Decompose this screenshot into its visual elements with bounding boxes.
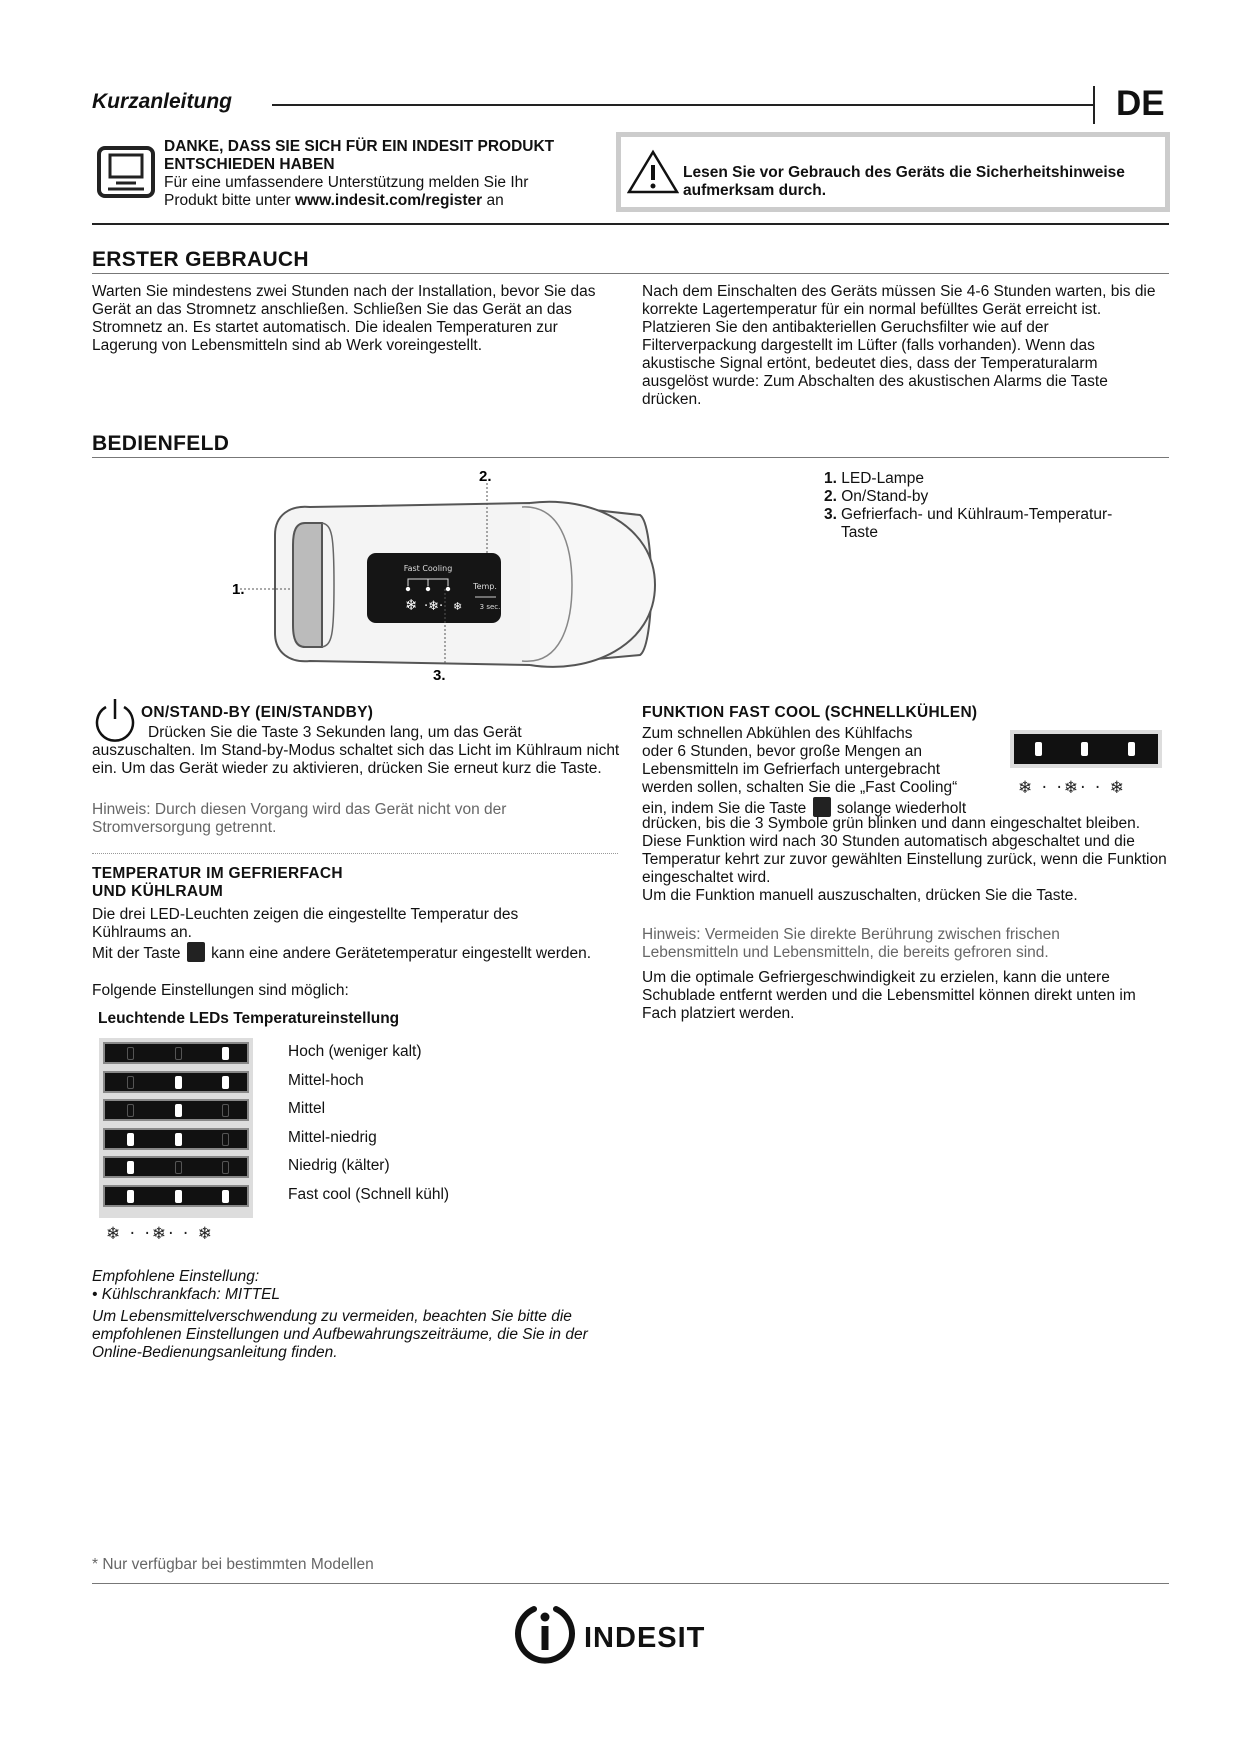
led-on (175, 1190, 182, 1203)
indesit-logo-icon (512, 1600, 578, 1666)
led-on (222, 1190, 229, 1203)
standby-separator (92, 853, 618, 854)
temp-button-icon (187, 942, 205, 962)
header-rule (272, 104, 1094, 106)
led-table-header: Leuchtende LEDs Temperatureinstellung (98, 1010, 400, 1027)
registration-headline: DANKE, DASS SIE SICH FÜR EIN INDESIT PRODUKT ENTSCHIEDEN HABEN (164, 138, 555, 173)
temp-button-icon (813, 797, 831, 817)
panel-sec-label: 3 sec. (479, 603, 501, 611)
fast-cool-led-panel (1010, 730, 1162, 768)
fast-cool-hint: Hinweis: Vermeiden Sie direkte Berührung zwischen frischen Lebensmitteln und Lebensmitteln, die bereits gefroren sind. (642, 926, 1060, 961)
fast-cool-lines: Zum schnellen Abkühlen des Kühlfachs oder 6 Stunden, bevor große Mengen an Lebensmitteln im Gefrierfach untergebracht werden sollen, schalten Sie die „Fast Cooling“ ein, indem Sie die Taste solange wiederholt (642, 725, 967, 817)
top-divider (92, 223, 1169, 225)
control-panel-rule (92, 457, 1169, 458)
led-row (103, 1185, 249, 1207)
language-badge: DE (1116, 84, 1165, 123)
svg-text:·❄·: ·❄· (424, 599, 444, 614)
led-on (127, 1161, 134, 1174)
warning-text: Lesen Sie vor Gebrauch des Geräts die Sicherheitshinweise aufmerksam durch. (683, 164, 1125, 199)
callout-3: 3. (433, 667, 446, 684)
registration-link[interactable]: www.indesit.com/register (294, 192, 483, 209)
first-use-col1: Warten Sie mindestens zwei Stunden nach der Installation, bevor Sie das Gerät an das Stromnetz anschließen. Schließen Sie das Gerät an das Stromnetz an. Es startet automatisch. Die idealen Temperaturen zur Lagerung von Lebensmitteln sind ab Werk voreingestellt. (92, 283, 596, 354)
temperature-text2: Mit der Taste kann eine andere Gerätetemperatur eingestellt werden. (92, 942, 592, 963)
led-on (127, 1133, 134, 1146)
led-row (103, 1042, 249, 1064)
first-use-col2: Nach dem Einschalten des Geräts müssen Sie 4-6 Stunden warten, bis die korrekte Lagertemperatur für ein normal befülltes Gerät erreicht ist. Platzieren Sie den antibakteriellen Geruchsfilter wie auf der Filterverpackung dargestellt im Lüfter (falls vorhanden). Wenn das akustische Signal ertönt, bedeutet dies, dass der Temperaturalarm ausgelöst wurde: Zum Abschalten des akustischen Alarms die Taste drücken. (642, 283, 1156, 408)
brand-wordmark: indesit (584, 1609, 706, 1656)
registration-text (164, 174, 574, 210)
registration-block (164, 138, 594, 210)
led-off (222, 1133, 229, 1146)
snowflake-icons: ❄ · ·❄· · ❄ (106, 1224, 214, 1244)
control-panel-legend (824, 470, 1164, 542)
fast-cool-snowflake-icons: ❄ · ·❄· · ❄ (1018, 778, 1126, 798)
temperature-title: TEMPERATUR IM GEFRIERFACH UND KÜHLRAUM (92, 865, 343, 900)
footer-rule (92, 1583, 1169, 1584)
led-row (103, 1099, 249, 1121)
svg-text:❄: ❄ (453, 600, 463, 613)
led-setting-label: Fast cool (Schnell kühl) (288, 1186, 450, 1203)
led-off (222, 1161, 229, 1174)
temperature-text1-line1: Die drei LED-Leuchten zeigen die eingestellte Temperatur des (92, 906, 519, 923)
footnote: * Nur verfügbar bei bestimmten Modellen (92, 1556, 374, 1573)
standby-text: Drücken Sie die Taste 3 Sekunden lang, um das Gerät auszuschalten. Im Stand-by-Modus schaltet sich das Licht im Kühlraum nicht ein. Um das Gerät wieder zu aktivieren, drücken Sie erneut kurz die Taste. (92, 724, 620, 777)
control-panel-title: BEDIENFELD (92, 432, 230, 455)
led-off (127, 1047, 134, 1060)
led-on (175, 1076, 182, 1089)
legend-item: 2. On/Stand-by (824, 488, 929, 505)
led-setting-label: Mittel (288, 1100, 326, 1117)
temperature-text1-line2: Kühlraums an. (92, 924, 192, 941)
registration-text-prefix: Für eine umfassendere Unterstützung melden Sie Ihr Produkt bitte unter (164, 174, 529, 209)
led-on (175, 1133, 182, 1146)
led-off (127, 1076, 134, 1089)
led-on (127, 1190, 134, 1203)
led-on (175, 1104, 182, 1117)
led-off (127, 1104, 134, 1117)
panel-temp-label: Temp. (473, 582, 497, 591)
led-on (222, 1076, 229, 1089)
led-on (222, 1047, 229, 1060)
led-setting-label: Mittel-niedrig (288, 1129, 377, 1146)
warning-triangle-icon (627, 149, 679, 200)
led-row (103, 1128, 249, 1150)
legend-item: 1. LED-Lampe (824, 470, 924, 487)
recommended-note: Um Lebensmittelverschwendung zu vermeiden, beachten Sie bitte die empfohlenen Einstellungen und Aufbewahrungszeiträume, die Sie in der Online-Bedienungsanleitung finden. (92, 1308, 588, 1361)
temperature-text3: Folgende Einstellungen sind möglich: (92, 982, 349, 999)
led-row (103, 1156, 249, 1178)
standby-hint: Hinweis: Durch diesen Vorgang wird das Gerät nicht von der Stromversorgung getrennt. (92, 801, 507, 836)
fast-cool-text: drücken, bis die 3 Symbole grün blinken und dann eingeschaltet bleiben. Diese Funktion wird nach 30 Stunden automatisch abgeschaltet und die Temperatur kehrt zur zuvor gewählten Einstellung zurück, wenn die Funktion eingeschaltet wird. Um die Funktion manuell auszuschalten, drücken Sie die Taste. (642, 815, 1167, 904)
control-panel-diagram (200, 465, 660, 700)
led-setting-label: Niedrig (kälter) (288, 1157, 390, 1174)
standby-title: ON/STAND-BY (EIN/STANDBY) (141, 704, 374, 721)
indesit-logo (512, 1600, 705, 1666)
svg-text:❄: ❄ (405, 596, 418, 614)
recommended-block (92, 1268, 632, 1362)
first-use-title: ERSTER GEBRAUCH (92, 248, 309, 271)
led-off (222, 1104, 229, 1117)
recommended-label: Empfohlene Einstellung: (92, 1268, 260, 1285)
fast-cool-title: FUNKTION FAST COOL (SCHNELLKÜHLEN) (642, 704, 978, 721)
callout-2: 2. (479, 468, 492, 485)
computer-monitor-icon (96, 145, 156, 201)
warning-box (616, 132, 1170, 212)
callout-1: 1. (232, 581, 245, 598)
led-setting-label: Mittel-hoch (288, 1072, 364, 1089)
first-use-rule (92, 273, 1169, 274)
led-off (175, 1161, 182, 1174)
led-setting-label: Hoch (weniger kalt) (288, 1043, 422, 1060)
doc-title: Kurzanleitung (92, 90, 232, 113)
temperature-text-block (92, 906, 632, 963)
led-row (103, 1071, 249, 1093)
registration-text-suffix: an (486, 192, 504, 209)
panel-fast-cooling-label: Fast Cooling (403, 564, 453, 573)
fast-cool-final: Um die optimale Gefriergeschwindigkeit zu erzielen, kann die untere Schublade entfernt werden und die Lebensmittel können direkt unten im Fach platziert werden. (642, 969, 1136, 1022)
led-off (175, 1047, 182, 1060)
recommended-value: • Kühlschrankfach: MITTEL (92, 1286, 281, 1303)
legend-item: 3. Gefrierfach- und Kühlraum-Temperatur-Taste (824, 506, 1113, 541)
header-rule-tick (1093, 86, 1095, 124)
